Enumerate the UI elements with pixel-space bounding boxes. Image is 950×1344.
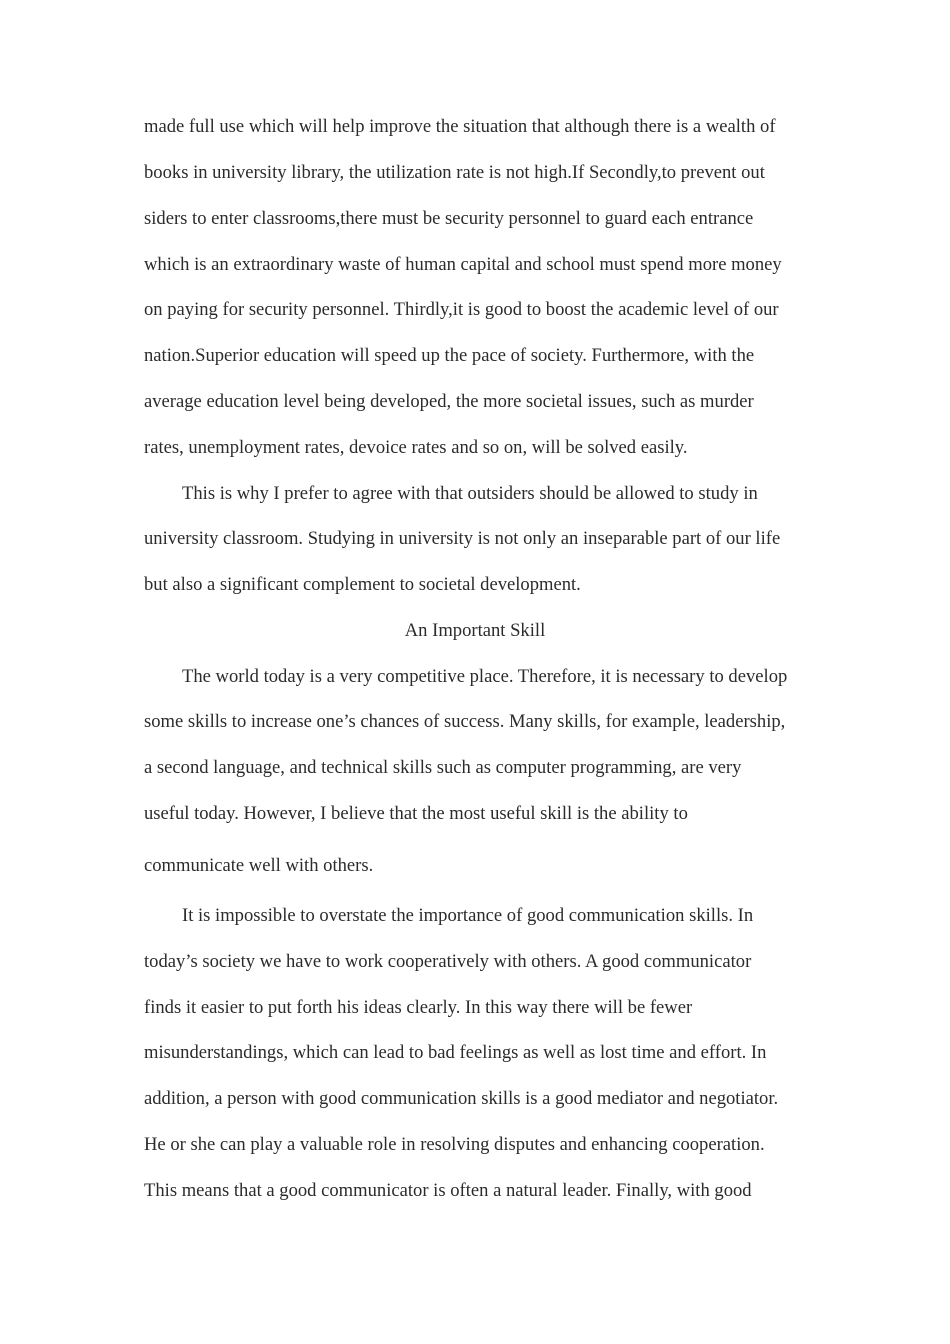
- text-line: made full use which will help improve the situation that although there is a wealth of: [144, 116, 776, 137]
- text-line: but also a significant complement to societal development.: [144, 574, 581, 595]
- text-line: The world today is a very competitive place. Therefore, it is necessary to develop: [182, 666, 788, 687]
- text-line: today’s society we have to work cooperatively with others. A good communicator: [144, 951, 752, 972]
- text-line: on paying for security personnel. Thirdly,it is good to boost the academic level of our: [144, 299, 779, 320]
- text-line: It is impossible to overstate the importance of good communication skills. In: [182, 905, 754, 926]
- text-line: siders to enter classrooms,there must be security personnel to guard each entrance: [144, 208, 754, 229]
- text-line: misunderstandings, which can lead to bad feelings as well as lost time and effort. In: [144, 1042, 767, 1063]
- text-line: rates, unemployment rates, devoice rates and so on, will be solved easily.: [144, 437, 688, 458]
- text-line: average education level being developed, the more societal issues, such as murder: [144, 391, 754, 412]
- text-line: some skills to increase one’s chances of success. Many skills, for example, leadership,: [144, 711, 786, 732]
- text-line: university classroom. Studying in university is not only an inseparable part of our life: [144, 528, 781, 549]
- text-line: finds it easier to put forth his ideas clearly. In this way there will be fewer: [144, 997, 693, 1018]
- text-line: which is an extraordinary waste of human capital and school must spend more money: [144, 254, 782, 275]
- text-line: books in university library, the utilization rate is not high.If Secondly,to prevent out: [144, 162, 765, 183]
- text-line: He or she can play a valuable role in resolving disputes and enhancing cooperation.: [144, 1134, 765, 1155]
- essay-title: An Important Skill: [404, 620, 546, 641]
- text-line: communicate well with others.: [144, 855, 374, 876]
- text-line: nation.Superior education will speed up the pace of society. Furthermore, with the: [144, 345, 755, 366]
- text-line: This is why I prefer to agree with that outsiders should be allowed to study in: [182, 483, 758, 504]
- text-line: a second language, and technical skills such as computer programming, are very: [144, 757, 742, 778]
- text-line: addition, a person with good communication skills is a good mediator and negotiator.: [144, 1088, 779, 1109]
- text-line: This means that a good communicator is often a natural leader. Finally, with good: [144, 1180, 752, 1201]
- text-line: useful today. However, I believe that the most useful skill is the ability to: [144, 803, 688, 824]
